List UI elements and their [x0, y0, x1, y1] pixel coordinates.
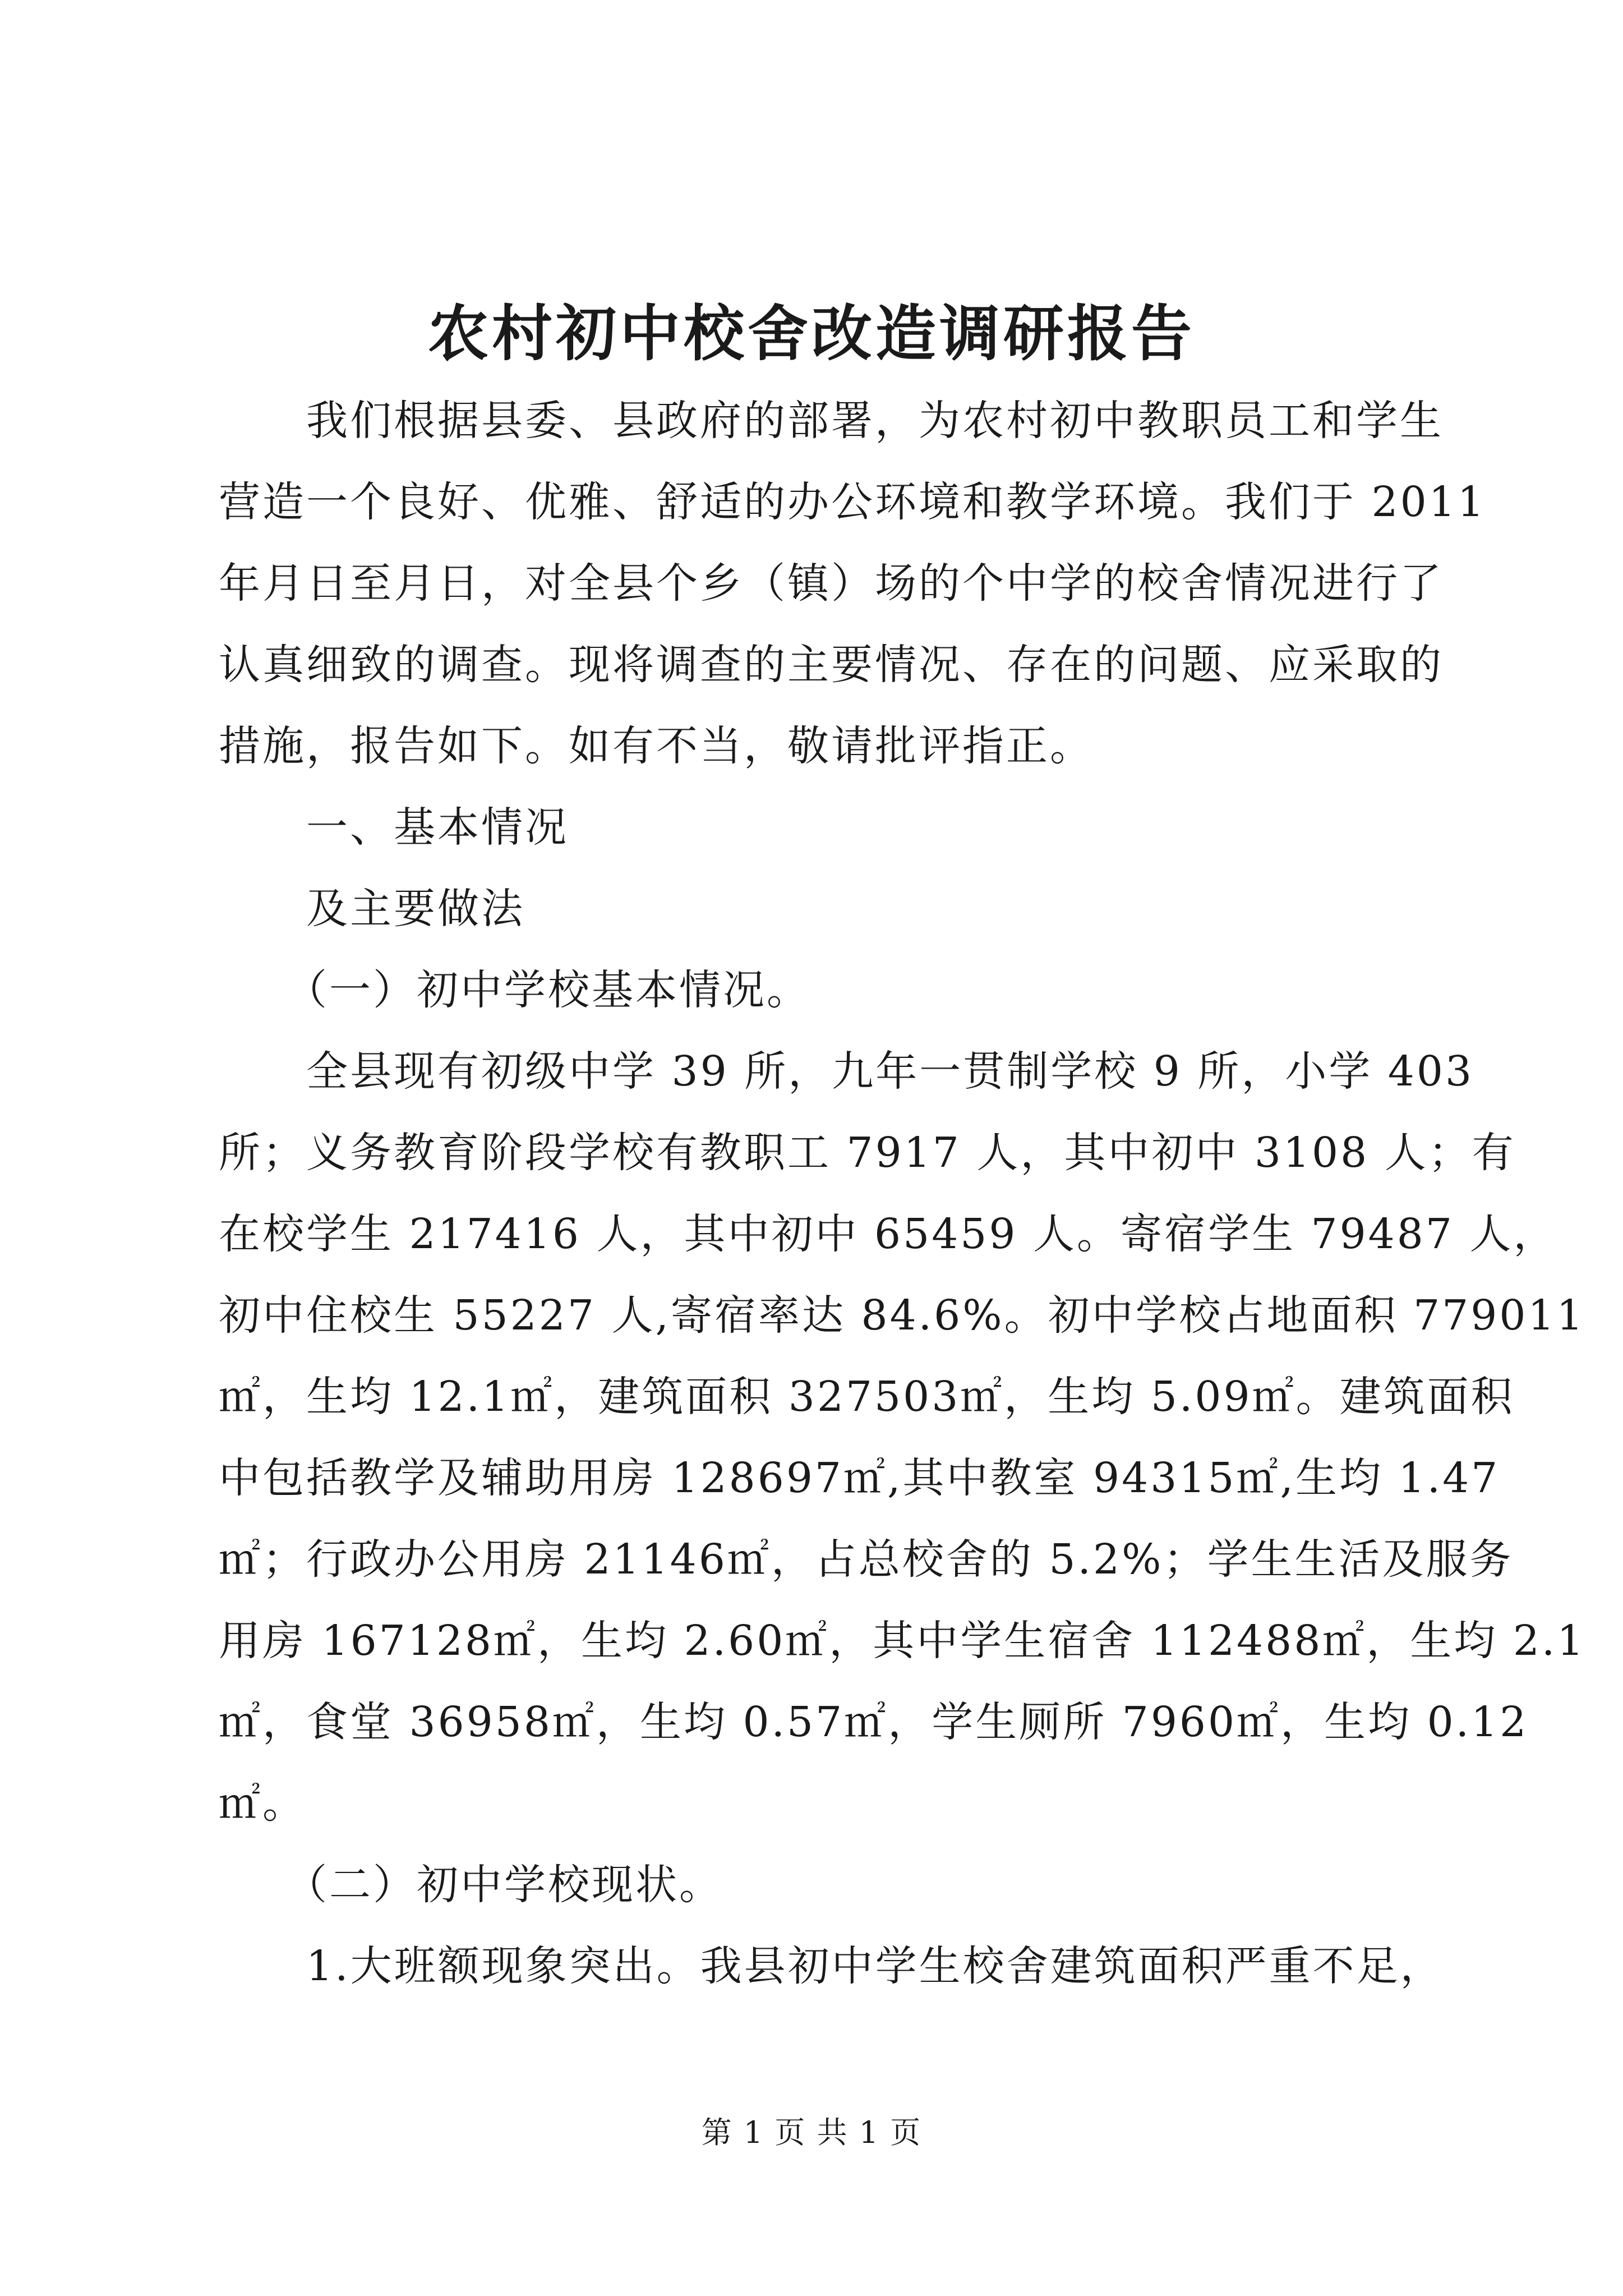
body-line: ㎡，食堂 36958㎡，生均 0.57㎡，学生厕所 7960㎡，生均 0.12	[219, 1698, 1529, 1746]
body-line: 1.大班额现象突出。我县初中学生校舍建筑面积严重不足，	[219, 1942, 1444, 1990]
section-heading: 及主要做法	[219, 885, 525, 933]
body-line: 认真细致的调查。现将调查的主要情况、存在的问题、应采取的	[219, 641, 1444, 689]
body-line: 中包括教学及辅助用房 128697㎡,其中教室 94315㎡,生均 1.47	[219, 1454, 1500, 1502]
body-line: 所；义务教育阶段学校有教职工 7917 人，其中初中 3108 人；有	[219, 1129, 1516, 1177]
body-line: ㎡；行政办公用房 21146㎡，占总校舍的 5.2%；学生生活及服务	[219, 1535, 1514, 1584]
body-line: 措施，报告如下。如有不当，敬请批评指正。	[219, 722, 1094, 770]
body-line: 在校学生 217416 人，其中初中 65459 人。寄宿学生 79487 人，	[219, 1210, 1557, 1258]
body-line: 年月日至月日，对全县个乡（镇）场的个中学的校舍情况进行了	[219, 559, 1444, 608]
body-line: 用房 167128㎡，生均 2.60㎡，其中学生宿舍 112488㎡，生均 2.1	[219, 1617, 1586, 1665]
body-line: 全县现有初级中学 39 所，九年一贯制学校 9 所，小学 403	[219, 1047, 1474, 1096]
body-line: 营造一个良好、优雅、舒适的办公环境和教学环境。我们于 2011	[219, 478, 1486, 526]
body-line: 我们根据县委、县政府的部署，为农村初中教职员工和学生	[219, 397, 1444, 445]
subsection-heading: （二）初中学校现状。	[219, 1861, 723, 1909]
body-line: ㎡，生均 12.1㎡，建筑面积 327503㎡，生均 5.09㎡。建筑面积	[219, 1373, 1515, 1421]
section-heading: 一、基本情况	[219, 803, 569, 852]
page-footer: 第 1 页 共 1 页	[701, 2115, 922, 2150]
body-line: 初中住校生 55227 人,寄宿率达 84.6%。初中学校占地面积 779011	[219, 1291, 1585, 1340]
document-title: 农村初中校舍改造调研报告	[427, 298, 1195, 369]
subsection-heading: （一）初中学校基本情况。	[219, 966, 810, 1014]
body-line: ㎡。	[219, 1779, 306, 1828]
